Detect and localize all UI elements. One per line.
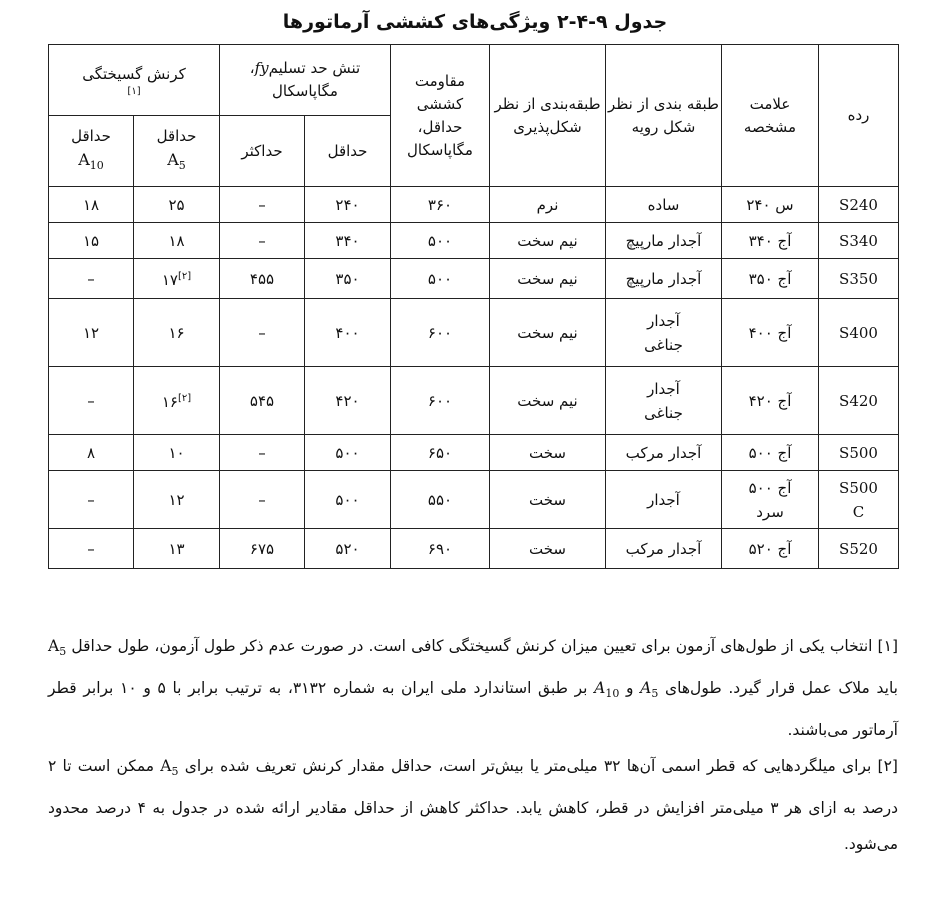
table-body	[49, 187, 899, 569]
cell-elong-a5: ۲۵	[134, 187, 220, 223]
cell-grade: S420	[819, 367, 899, 435]
cell-surface: آجدار جناغی	[606, 299, 722, 367]
table-row	[49, 299, 899, 367]
cell-grade: S500 C	[819, 471, 899, 529]
cell-tensile: ۶۵۰	[391, 435, 490, 471]
cell-yield-max: ۶۷۵	[220, 529, 305, 569]
cell-yield-max: –	[220, 471, 305, 529]
cell-ductility: سخت	[490, 471, 606, 529]
footnote-1: [۱] انتخاب یکی از طول‌های آزمون برای تعیین میزان کرنش گسیختگی کافی است. در صورت عدم ذکر طول آزمون، طول حداقل $A_5$ باید ملاک عمل قرار گیرد. طول‌های $A_5$ و $A_{10}$ بر طبق استاندارد ملی ایران به شماره ۳۱۳۲، به ترتیب برابر با ۵ و ۱۰ برابر قطر آرماتور می‌باشند.	[48, 637, 898, 740]
cell-elong-a5: ۱۸	[134, 223, 220, 259]
cell-elong-a5: ۱۰	[134, 435, 220, 471]
cell-elong-a10: –	[49, 529, 134, 569]
header-elong-a5-symbol: $A_5$	[167, 149, 186, 173]
cell-tensile: ۵۰۰	[391, 259, 490, 299]
cell-grade: S350	[819, 259, 899, 299]
cell-surface: آجدار مرکب	[606, 529, 722, 569]
table-row	[49, 367, 899, 435]
cell-grade: S240	[819, 187, 899, 223]
cell-surface: ساده	[606, 187, 722, 223]
cell-tensile: ۶۹۰	[391, 529, 490, 569]
cell-yield-min: ۵۰۰	[305, 471, 391, 529]
cell-grade: S400	[819, 299, 899, 367]
cell-ductility: سخت	[490, 435, 606, 471]
cell-grade: S340	[819, 223, 899, 259]
header-surface-class: طبقه بندی از نظر شکل رویه	[606, 45, 722, 187]
cell-grade: S520	[819, 529, 899, 569]
cell-mark: آج ۵۰۰ سرد	[722, 471, 819, 529]
cell-yield-min: ۳۴۰	[305, 223, 391, 259]
footnote-ref: [۲]	[177, 271, 192, 282]
cell-ductility: نیم سخت	[490, 299, 606, 367]
cell-mark: آج ۴۰۰	[722, 299, 819, 367]
footnote-ref: [۲]	[177, 393, 192, 404]
header-yield-max: حداکثر	[220, 116, 305, 187]
cell-tensile: ۶۰۰	[391, 367, 490, 435]
cell-elong-a5: [۲]۱۶	[134, 367, 220, 435]
cell-elong-a10: –	[49, 367, 134, 435]
cell-elong-a5: ۱۶	[134, 299, 220, 367]
cell-ductility: نیم سخت	[490, 223, 606, 259]
cell-yield-min: ۳۵۰	[305, 259, 391, 299]
cell-ductility: نیم سخت	[490, 367, 606, 435]
footnotes	[48, 628, 898, 862]
cell-mark: س ۲۴۰	[722, 187, 819, 223]
cell-mark: آج ۵۲۰	[722, 529, 819, 569]
cell-tensile: ۶۰۰	[391, 299, 490, 367]
footnote-2: [۲] برای میلگردهایی که قطر اسمی آن‌ها ۳۲ میلی‌متر یا بیش‌تر است، حداقل مقدار کرنش تعریف شده برای $A_5$ ممکن است تا ۲ درصد به ازای هر ۳ میلی‌متر افزایش در قطر، کاهش یابد. حداکثر کاهش از حداقل مقادیر ارائه شده در جدول به ۴ درصد محدود می‌شود.	[48, 757, 898, 854]
header-mark: علامت مشخصه	[722, 45, 819, 187]
header-elong-a10-symbol: $A_{10}$	[78, 149, 104, 173]
header-elong-a10-label: حداقل	[71, 126, 111, 145]
header-ductility-class: طبقه‌بندی از نظر شکل‌پذیری	[490, 45, 606, 187]
cell-yield-min: ۲۴۰	[305, 187, 391, 223]
header-elong-a5	[134, 116, 220, 187]
cell-mark: آج ۴۲۰	[722, 367, 819, 435]
cell-surface: آجدار مارپیچ	[606, 223, 722, 259]
cell-yield-max: –	[220, 187, 305, 223]
table-row	[49, 529, 899, 569]
cell-elong-a10: ۱۸	[49, 187, 134, 223]
header-yield-suffix: ، مگاپاسکال	[249, 59, 338, 100]
table-title: جدول ۹-۴-۲ ویژگی‌های کششی آرماتورها	[282, 11, 668, 33]
cell-mark: آج ۳۵۰	[722, 259, 819, 299]
header-elongation	[49, 45, 220, 116]
header-elongation-label: کرنش گسیختگی	[82, 64, 186, 83]
header-elongation-ref: [۱]	[127, 85, 141, 97]
cell-tensile: ۵۰۰	[391, 223, 490, 259]
table-row	[49, 435, 899, 471]
header-tensile-strength: مقاومت کششی حداقل، مگاپاسکال	[391, 45, 490, 187]
cell-ductility: نیم سخت	[490, 259, 606, 299]
cell-mark: آج ۵۰۰	[722, 435, 819, 471]
tensile-properties-table	[48, 44, 899, 569]
table-row	[49, 223, 899, 259]
header-yield-min: حداقل	[305, 116, 391, 187]
cell-elong-a10: ۸	[49, 435, 134, 471]
cell-yield-max: –	[220, 435, 305, 471]
header-elong-a5-label: حداقل	[156, 126, 197, 145]
cell-yield-min: ۵۰۰	[305, 435, 391, 471]
cell-surface: آجدار جناغی	[606, 367, 722, 435]
cell-elong-a5: [۲]۱۷	[134, 259, 220, 299]
header-row: رده	[819, 45, 899, 187]
cell-yield-max: –	[220, 299, 305, 367]
header-yield-stress	[220, 45, 391, 116]
cell-tensile: ۵۵۰	[391, 471, 490, 529]
header-yield-prefix: تنش حد تسلیم	[268, 59, 361, 77]
cell-yield-min: ۴۲۰	[305, 367, 391, 435]
cell-elong-a5: ۱۳	[134, 529, 220, 569]
table-row	[49, 471, 899, 529]
cell-elong-a10: ۱۵	[49, 223, 134, 259]
cell-yield-max: ۴۵۵	[220, 259, 305, 299]
cell-elong-a5: ۱۲	[134, 471, 220, 529]
cell-elong-a10: –	[49, 259, 134, 299]
cell-ductility: نرم	[490, 187, 606, 223]
cell-mark: آج ۳۴۰	[722, 223, 819, 259]
cell-surface: آجدار	[606, 471, 722, 529]
cell-surface: آجدار مرکب	[606, 435, 722, 471]
cell-yield-min: ۵۲۰	[305, 529, 391, 569]
header-elong-a10	[49, 116, 134, 187]
table-row	[49, 259, 899, 299]
cell-yield-max: –	[220, 223, 305, 259]
cell-grade: S500	[819, 435, 899, 471]
cell-yield-min: ۴۰۰	[305, 299, 391, 367]
cell-surface: آجدار مارپیچ	[606, 259, 722, 299]
header-yield-symbol: fy	[254, 59, 269, 77]
cell-yield-max: ۵۴۵	[220, 367, 305, 435]
cell-elong-a10: ۱۲	[49, 299, 134, 367]
cell-elong-a10: –	[49, 471, 134, 529]
cell-tensile: ۳۶۰	[391, 187, 490, 223]
table-row	[49, 187, 899, 223]
cell-ductility: سخت	[490, 529, 606, 569]
